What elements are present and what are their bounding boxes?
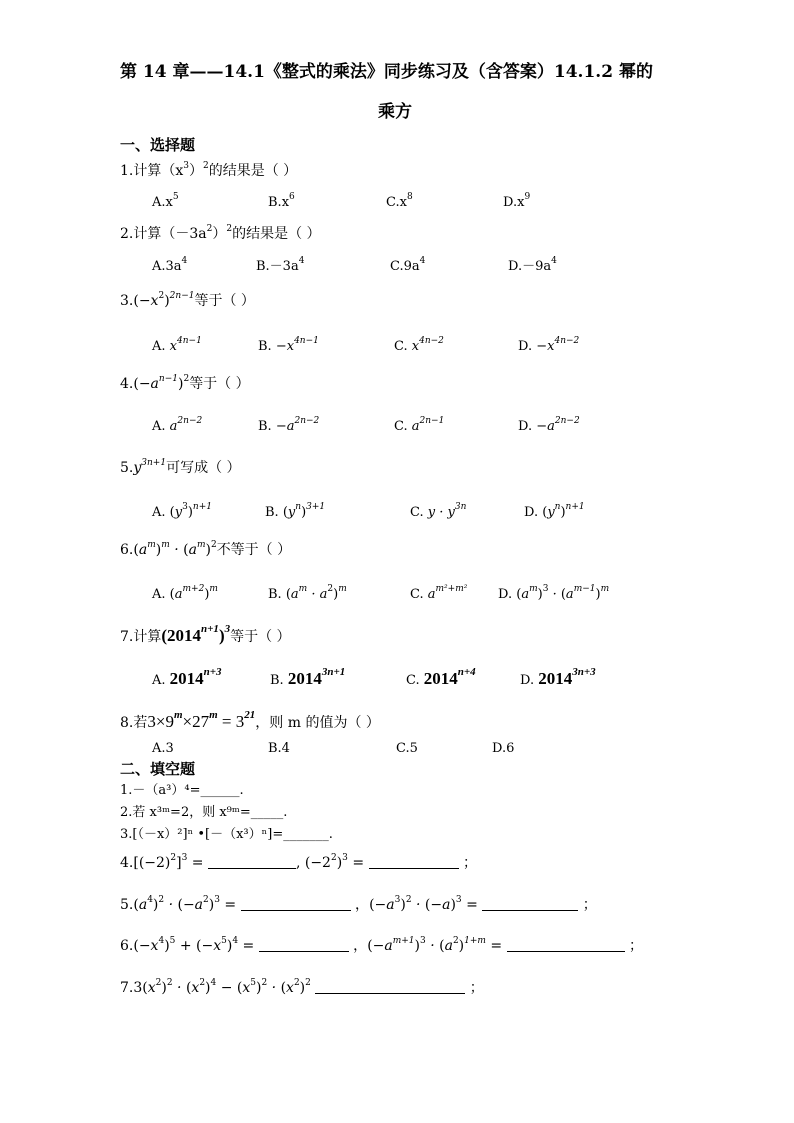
answer-blank[interactable] <box>369 856 459 869</box>
answer-blank[interactable] <box>315 981 465 994</box>
q7-option-b[interactable]: B. $2014^{3n+1}$ <box>270 666 346 688</box>
section-choice-heading: 一、选择题 <box>120 136 196 154</box>
answer-blank[interactable] <box>259 939 349 952</box>
answer-blank[interactable] <box>208 856 296 869</box>
q3-option-d[interactable]: D. $-x^{4n-2}$ <box>518 336 580 354</box>
question-5: $5.y^{3n+1}$可写成（ ） <box>120 458 241 476</box>
q8-option-c[interactable]: C.5 <box>396 741 418 756</box>
q6-option-c[interactable]: C. $a^{m^2+m^2}$ <box>410 584 468 602</box>
fill-3: 3.[（－x）²]ⁿ •[－（x³）ⁿ]=_______. <box>120 827 333 842</box>
question-7: 7.计算$(2014^{n+1})^3$等于（ ） <box>120 623 291 645</box>
fill-1: 1.－（a³）⁴=______. <box>120 783 244 798</box>
q4-option-d[interactable]: D. $-a^{2n-2}$ <box>518 416 580 434</box>
q6-option-a[interactable]: A. $(a^{m+2})^m$ <box>152 584 218 602</box>
q4-option-c[interactable]: C. $a^{2n-1}$ <box>394 416 445 434</box>
q1-option-c[interactable]: $C.x^8$ <box>386 192 413 210</box>
q4-option-b[interactable]: B. $-a^{2n-2}$ <box>258 416 320 434</box>
fill-2: 2.若 x³ᵐ=2，则 x⁹ᵐ=_____. <box>120 805 288 820</box>
q2-option-b[interactable]: $B.-3a^4$ <box>256 256 305 274</box>
q6-option-d[interactable]: D. $(a^m)^3 \cdot (a^{m-1})^m$ <box>498 584 610 602</box>
answer-blank[interactable] <box>482 898 578 911</box>
q8-option-d[interactable]: D.6 <box>492 741 515 756</box>
q2-option-d[interactable]: $D.-9a^4$ <box>508 256 557 274</box>
page-title-line2: 乘方 <box>378 102 412 122</box>
answer-blank[interactable] <box>507 939 625 952</box>
q3-option-b[interactable]: B. $-x^{4n-1}$ <box>258 336 319 354</box>
question-3: $3.(-x^2)^{2n-1}$等于（ ） <box>120 291 255 309</box>
fill-5: $5.(a^4)^2 \cdot (-a^2)^3$ = ，$(-a^3)^2 \cdot (-a)^3$ = ； <box>120 895 597 913</box>
q6-option-b[interactable]: B. $(a^m \cdot a^2)^m$ <box>268 584 347 602</box>
section-fill-heading: 二、填空题 <box>120 760 196 778</box>
q5-option-c[interactable]: C. $y \cdot y^{3n}$ <box>410 502 467 520</box>
q8-option-b[interactable]: B.4 <box>268 741 290 756</box>
question-1: 1.计算$(x^3)^2$的结果是（ ） <box>120 161 298 179</box>
q5-option-d[interactable]: D. $(y^n)^{n+1}$ <box>524 502 585 520</box>
question-8: 8.若$3\times 9^m\times 27^m = 3^{21}$，则 m 的值为（ ） <box>120 709 380 731</box>
q7-option-d[interactable]: D. $2014^{3n+3}$ <box>520 666 596 688</box>
q1-option-a[interactable]: $A.x^5$ <box>152 192 179 210</box>
q1-option-d[interactable]: $D.x^9$ <box>503 192 531 210</box>
fill-4: $4.[(-2)^2]^3$ = , $(-2^2)^3$ = ； <box>120 853 477 871</box>
q7-option-c[interactable]: C. $2014^{n+4}$ <box>406 666 476 688</box>
q3-option-c[interactable]: C. $x^{4n-2}$ <box>394 336 444 354</box>
q3-option-a[interactable]: A. $x^{4n-1}$ <box>152 336 202 354</box>
question-1-prefix: 1.计算（ <box>120 163 176 179</box>
page-title-line1: 第 14 章——14.1《整式的乘法》同步练习及（含答案）14.1.2 幂的 <box>120 62 653 82</box>
q7-option-a[interactable]: A. $2014^{n+3}$ <box>152 666 222 688</box>
question-2: 2.计算$(-3a^2)^2$的结果是（ ） <box>120 224 321 242</box>
q5-option-a[interactable]: A. $(y^3)^{n+1}$ <box>152 502 212 520</box>
q1-option-b[interactable]: $B.x^6$ <box>268 192 295 210</box>
question-6: $6.(a^m)^m \cdot (a^m)^2$不等于（ ） <box>120 540 292 558</box>
question-4: $4.(-a^{n-1})^2$等于（ ） <box>120 374 250 392</box>
answer-blank[interactable] <box>241 898 351 911</box>
question-1-suffix: 的结果是（ ） <box>208 163 298 179</box>
fill-7: $7.3(x^2)^2 \cdot (x^2)^4 - (x^5)^2 \cdot (x^2)^2$ ； <box>120 978 484 996</box>
q4-option-a[interactable]: A. $a^{2n-2}$ <box>152 416 203 434</box>
q5-option-b[interactable]: B. $(y^n)^{3+1}$ <box>265 502 326 520</box>
q8-option-a[interactable]: A.3 <box>152 741 174 756</box>
fill-6: $6.(-x^4)^5 + (-x^5)^4$ = ，$(-a^{m+1})^3 \cdot (a^2)^{1+m}$ = ； <box>120 936 644 954</box>
q2-option-a[interactable]: $A.3a^4$ <box>152 256 188 274</box>
q2-option-c[interactable]: $C.9a^4$ <box>390 256 426 274</box>
